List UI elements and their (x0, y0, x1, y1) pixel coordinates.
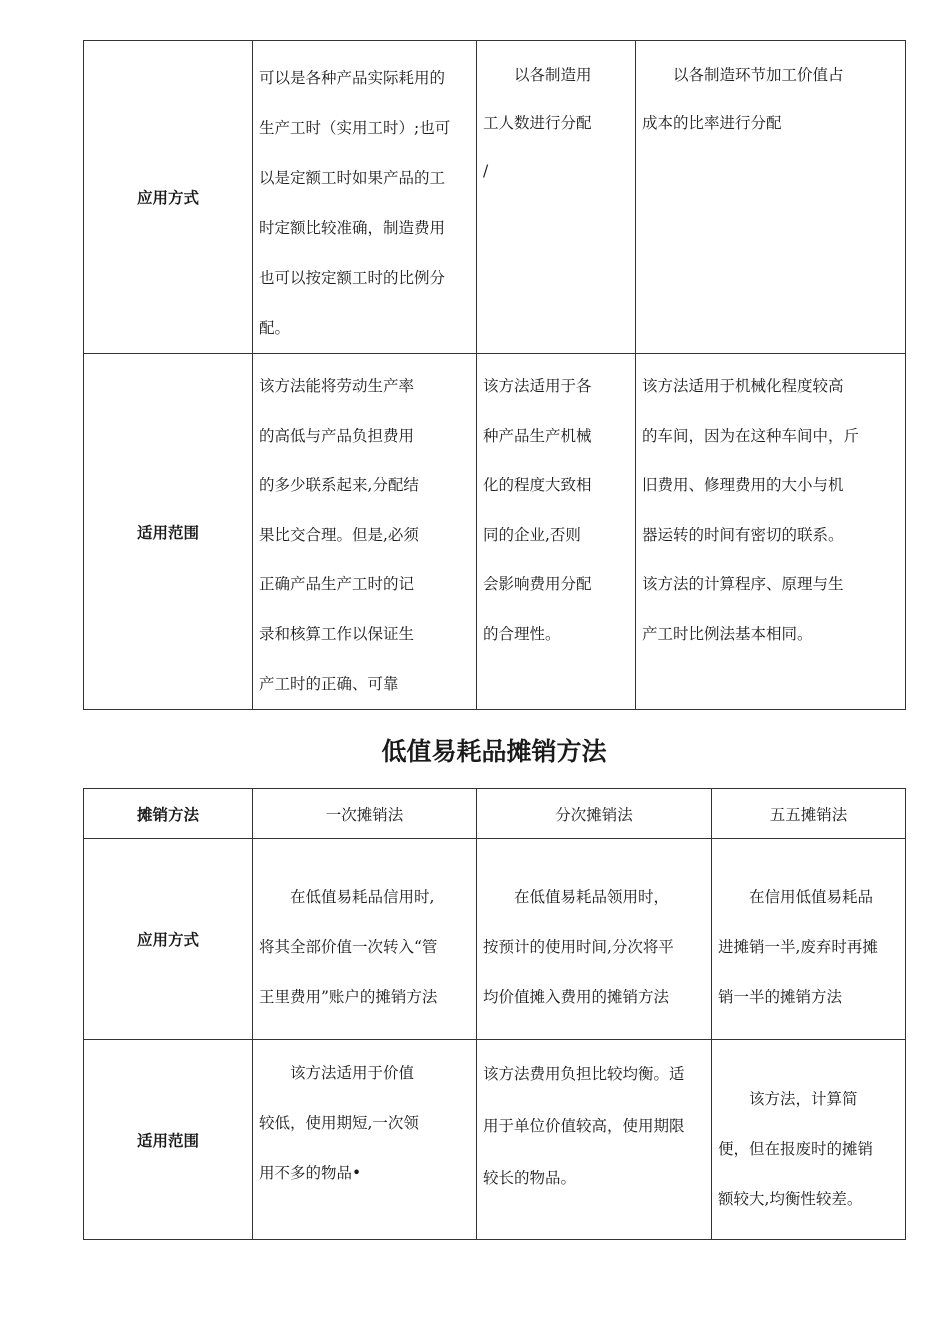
cell-line: 时定额比较准确，制造费用 (259, 219, 446, 237)
table-cell (636, 41, 906, 354)
column-header: 五五摊销法 (712, 789, 906, 839)
cell-line: 录和核算工作以保证生 (259, 624, 415, 643)
table-cell (253, 1040, 477, 1240)
table-cell (253, 41, 477, 354)
cell-line: 产工时的正确、可靠 (259, 674, 399, 693)
cell-line: 的合理性。 (483, 624, 561, 643)
cell-line: 较长的物品。 (483, 1169, 577, 1187)
column-header: 一次摊销法 (253, 789, 477, 839)
cell-line: 可以是各种产品实际耗用的 (259, 69, 446, 87)
cell-line: 该方法适用于价值 (290, 1064, 415, 1082)
column-header: 摊销方法 (84, 789, 253, 839)
cell-line: 产工时比例法基本相同。 (642, 624, 813, 643)
cell-line: 种产品生产机械 (483, 426, 592, 445)
cell-line: 在低值易耗品信用时, (290, 888, 435, 906)
cell-line: 器运转的时间有密切的联系。 (642, 525, 844, 544)
cell-line: 以各制造环节加工价值占 (673, 66, 844, 84)
cell-line: 的多少联系起来,分配结 (259, 476, 419, 495)
cell-line: 该方法费用负担比较均衡。适 (483, 1065, 685, 1083)
row-header-scope: 适用范围 (84, 1040, 253, 1240)
cell-line: 成本的比率进行分配 (642, 114, 782, 132)
cell-line: 该方法适用于机械化程度较高 (642, 377, 844, 395)
table-header-row (84, 789, 906, 839)
cell-line: 旧费用、修理费用的大小与机 (642, 476, 844, 495)
table-cell (636, 354, 906, 710)
cell-line: 正确产品生产工时的记 (259, 575, 415, 594)
row-header-application: 应用方式 (84, 41, 253, 354)
row-header-scope: 适用范围 (84, 354, 253, 710)
cell-line: 以各制造用 (514, 66, 592, 84)
cell-line: 生产工时（实用工时）;也可 (259, 119, 451, 137)
table-cell (712, 839, 906, 1040)
cell-line: 该方法适用于各 (483, 377, 592, 395)
cell-line: 也可以按定额工时的比例分 (259, 269, 446, 287)
cell-line: 用于单位价值较高，使用期限 (483, 1117, 685, 1135)
cell-line: 在低值易耗品领用时， (514, 888, 670, 906)
cell-line: 销一半的摊销方法 (718, 988, 843, 1006)
table-cell (477, 1040, 712, 1240)
cell-line: 在信用低值易耗品 (749, 888, 874, 906)
cell-line: 该方法能将劳动生产率 (259, 377, 415, 395)
amortization-methods-table (83, 788, 906, 1240)
cell-line: 的车间，因为在这种车间中，斤 (642, 426, 860, 445)
cell-line: 以是定额工时如果产品的工 (259, 169, 446, 187)
cell-line: 用不多的物品• (259, 1164, 362, 1182)
cell-line: 化的程度大致相 (483, 476, 592, 495)
table-row (84, 1040, 906, 1240)
row-header-application: 应用方式 (84, 839, 253, 1040)
table-cell (712, 1040, 906, 1240)
table-cell (477, 839, 712, 1040)
cell-line: 进摊销一半,废弃时再摊 (718, 938, 878, 956)
cell-line: 按预计的使用时间,分次将平 (483, 938, 674, 956)
allocation-methods-table (83, 40, 906, 710)
cell-line: / (483, 162, 489, 180)
cell-line: 工人数进行分配 (483, 114, 592, 132)
section-title: 低值易耗品摊销方法 (381, 737, 607, 766)
cell-line: 较低，使用期短,一次领 (259, 1114, 419, 1132)
cell-line: 会影响费用分配 (483, 575, 592, 594)
cell-line: 将其全部价值一次转入“管 (259, 938, 438, 956)
cell-line: 该方法，计算简 (749, 1090, 858, 1108)
cell-line: 均价值摊入费用的摊销方法 (483, 988, 670, 1006)
cell-line: 该方法的计算程序、原理与生 (642, 575, 844, 594)
cell-line: 配。 (259, 319, 291, 337)
table-row (84, 354, 906, 710)
cell-line: 额较大,均衡性较差。 (718, 1190, 863, 1208)
table-cell (477, 354, 636, 710)
cell-line: 王里费用”账户的摊销方法 (259, 988, 438, 1006)
column-header: 分次摊销法 (477, 789, 712, 839)
table-cell (253, 839, 477, 1040)
table-cell (477, 41, 636, 354)
cell-line: 同的企业,否则 (483, 525, 581, 544)
cell-line: 果比交合理。但是,必须 (259, 525, 419, 544)
table-row (84, 41, 906, 354)
cell-line: 的高低与产品负担费用 (259, 426, 415, 445)
table-cell (253, 354, 477, 710)
table-row (84, 839, 906, 1040)
cell-line: 便，但在报废时的摊销 (718, 1140, 874, 1158)
